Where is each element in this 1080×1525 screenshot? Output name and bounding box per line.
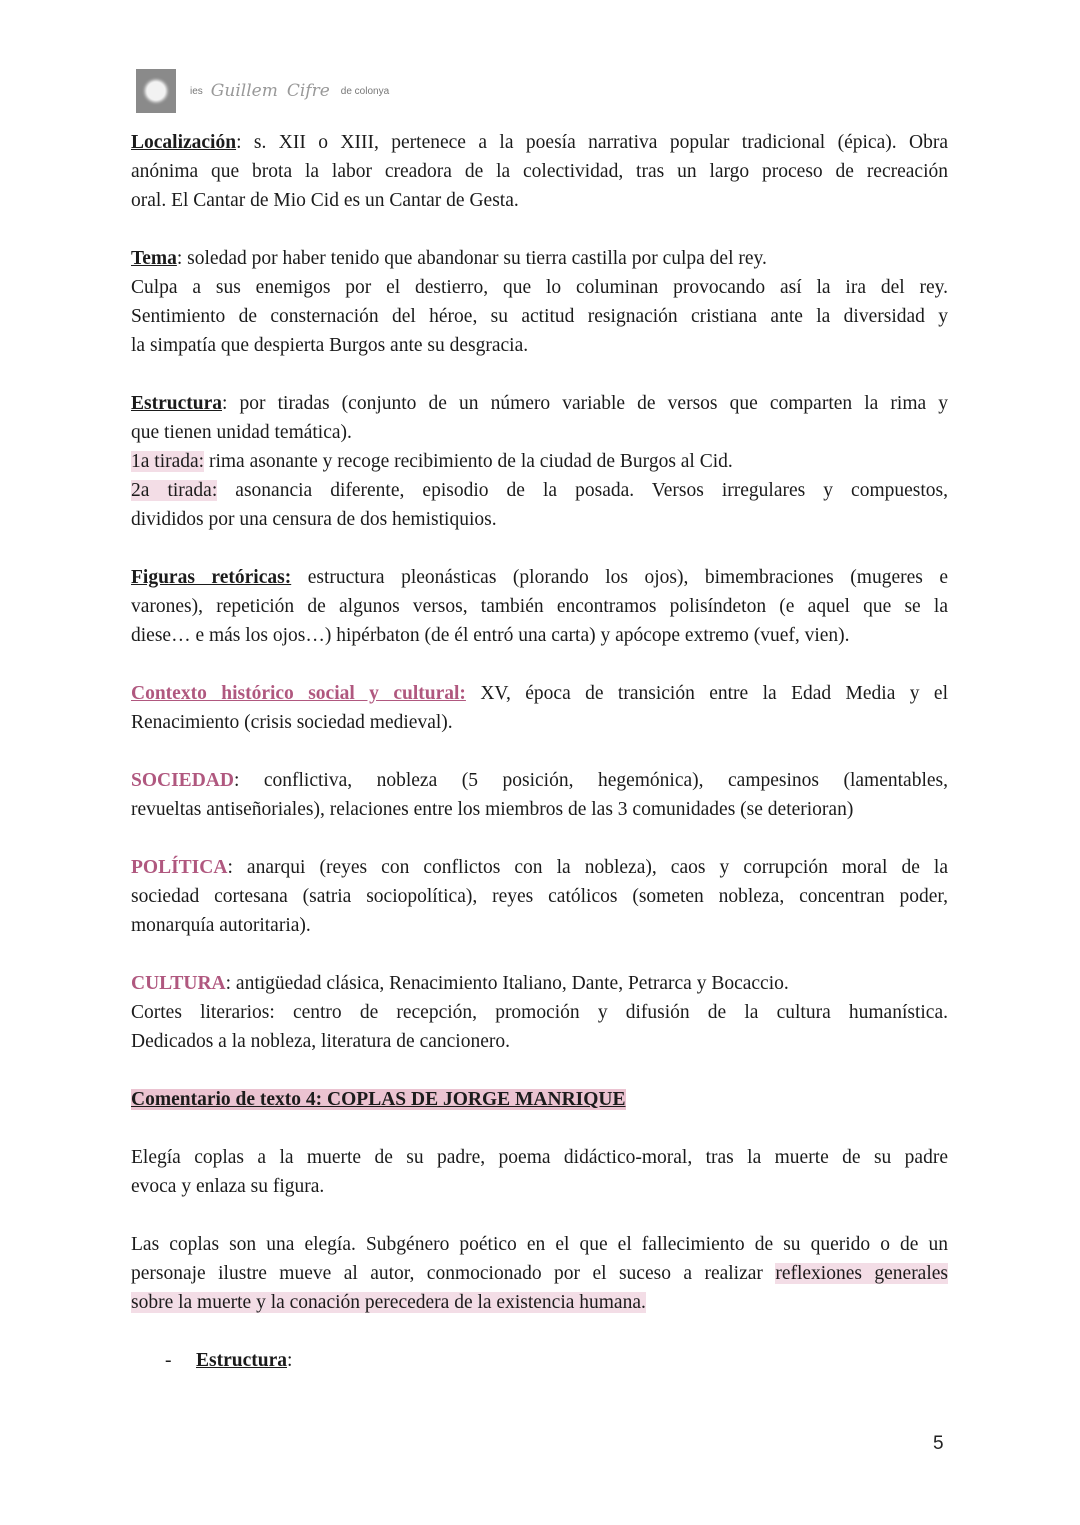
contexto-heading: Contexto histórico social y cultural: <box>131 683 466 704</box>
cultura-paragraph: CULTURA: antigüedad clásica, Renacimiento Italiano, Dante, Petrarca y Bocaccio. Cortes literarios: centro de recepción, promoción y difusión de la cultura humanística. Dedicados a la nobleza, literatura de cancionero. <box>131 973 948 1052</box>
tirada2-label: 2a tirada: <box>131 480 218 501</box>
elegia-paragraph: Elegía coplas a la muerte de su padre, poema didáctico-moral, tras la muerte de su padre evoca y enlaza su figura. <box>131 1147 948 1197</box>
figuras-paragraph: Figuras retóricas: estructura pleonásticas (plorando los ojos), bimembraciones (mugeres e varones), repetición de algunos versos, también encontramos polisíndeton (e aquel que se la diese… e más los ojos…) hipérbaton (de él entró una carta) y apócope extremo (vuef, vien). <box>131 567 949 646</box>
sociedad-paragraph: SOCIEDAD: conflictiva, nobleza (5 posición, hegemónica), campesinos (lamentables, revueltas antiseñoriales), relaciones entre los miembros de las 3 comunidades (se deterioran) <box>131 770 948 820</box>
estructura-bullet: - Estructura: <box>165 1346 948 1375</box>
school-prefix: ies <box>190 85 203 97</box>
tirada1-label: 1a tirada: <box>131 451 205 472</box>
highlight-reflexiones: reflexiones generales <box>775 1263 949 1284</box>
estructura-paragraph: Estructura: por tiradas (conjunto de un número variable de versos que comparten la rima y que tienen unidad temática). 1a tirada: rima asonante y recoge recibimiento de la ciudad de Burgos al Cid. 2a tirada: asonancia diferente, episodio de la posada. Versos irregulares y compuestos, divididos por una censura de dos hemistiquios. <box>131 393 948 530</box>
document-header <box>136 68 389 114</box>
bullet-dash: - <box>165 1350 172 1371</box>
document-body <box>131 128 948 1404</box>
cultura-heading: CULTURA <box>131 973 226 994</box>
sociedad-heading: SOCIEDAD <box>131 770 234 791</box>
bullet-estructura-heading: Estructura <box>196 1350 287 1371</box>
localizacion-paragraph: Localización: s. XII o XIII, pertenece a la poesía narrativa popular tradicional (épica). Obra anónima que brota la labor creadora de la colectividad, tras un largo proceso de recreación oral. El Cantar de Mio Cid es un Cantar de Gesta. <box>131 132 948 211</box>
school-name-script-2: Cifre <box>286 81 330 101</box>
highlight-muerte: sobre la muerte y la conación perecedera de la existencia humana. <box>131 1292 646 1313</box>
localizacion-heading: Localización <box>131 132 237 153</box>
school-suffix: de colonya <box>340 85 390 97</box>
comentario-title-paragraph <box>131 1085 948 1114</box>
politica-heading: POLÍTICA <box>131 857 228 878</box>
page-number: 5 <box>933 1433 944 1454</box>
figuras-heading: Figuras retóricas: <box>131 567 292 588</box>
comentario-title: Comentario de texto 4: COPLAS DE JORGE MANRIQUE <box>131 1089 626 1110</box>
politica-paragraph: POLÍTICA: anarqui (reyes con conflictos con la nobleza), caos y corrupción moral de la sociedad cortesana (satria sociopolítica), reyes católicos (someten nobleza, concentran poder, monarquía autoritaria). <box>131 857 948 936</box>
school-name-script-1: Guillem <box>210 81 278 101</box>
coplas-paragraph: Las coplas son una elegía. Subgénero poético en el que el fallecimiento de su querido o de un personaje ilustre mueve al autor, conmocionado por el suceso a realizar reflexiones generales sobre la muerte y la conación perecedera de la existencia humana. <box>131 1234 949 1313</box>
tema-paragraph: Tema: soledad por haber tenido que abandonar su tierra castilla por culpa del rey. Culpa a sus enemigos por el destierro, que lo columinan provocando así la ira del rey. Sentimiento de consternación del héroe, su actitud resignación cristiana ante la diversidad y la simpatía que despierta Burgos ante su desgracia. <box>131 248 948 356</box>
contexto-paragraph: Contexto histórico social y cultural: XV, época de transición entre la Edad Media y el Renacimiento (crisis sociedad medieval). <box>131 683 949 733</box>
tema-heading: Tema <box>131 248 177 269</box>
school-name <box>190 81 389 101</box>
estructura-heading: Estructura <box>131 393 222 414</box>
school-logo <box>136 69 176 113</box>
